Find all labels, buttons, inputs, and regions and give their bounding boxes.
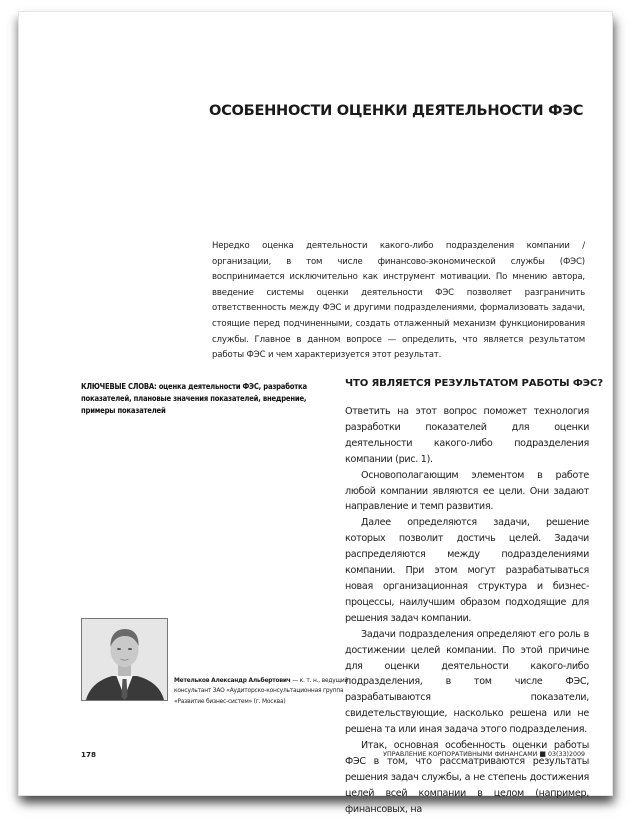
lead-paragraph: Нередко оценка деятельности какого-либо подразделения компании / организации, в том числе финансово-экономической службы (ФЭС) воспринимается исключительно как инструмент мотивации. По мнению автора, введение системы оценки деятельности ФЭС позволяет разграничить ответственность между ФЭС и другими подразделениями, формализовать задачи, стоящие перед подчиненными, создать отлаженный механизм функционирования службы. Главное в данном вопросе — определить, что является результатом работы ФЭС и чем характеризуется этот результат. xyxy=(212,241,585,361)
body-paragraph: Основополагающим элементом в работе любой компании являются ее цели. Они задают направление и темп развития. xyxy=(345,469,589,513)
body-paragraph: Задачи подразделения определяют его роль в достижении целей компании. По этой причине для оценки деятельности какого-либо подразделения, в том числе ФЭС, разрабатываются показатели, свидетельствующие, насколько решена или не решена та или иная задача этого подразделения. xyxy=(345,628,589,736)
journal-issue: 03(33)2009 xyxy=(548,751,585,758)
body-paragraph: Ответить на этот вопрос поможет технология разработки показателей для оценки деятельности какого-либо подразделения компании (рис. 1). xyxy=(345,406,589,465)
journal-name: УПРАВЛЕНИЕ КОРПОРАТИВНЫМИ ФИНАНСАМИ xyxy=(383,751,538,758)
author-info xyxy=(174,676,354,707)
author-details: — к. т. н., ведущий консультант ЗАО «Аудиторско-консультационная группа «Развитие бизнес-систем» (г. Москва) xyxy=(174,678,349,705)
separator-square-icon: ■ xyxy=(539,750,547,758)
section-heading: ЧТО ЯВЛЯЕТСЯ РЕЗУЛЬТАТОМ РАБОТЫ ФЭС? xyxy=(345,378,603,389)
journal-page xyxy=(19,12,612,815)
body-paragraph: Далее определяются задачи, решение которых позволит достичь целей. Задачи распределяются между подразделениями компании. При этом могут разрабатываться новая организационная структура и бизнес-процессы, наилучшим образом подходящие для решения задач компании. xyxy=(345,517,589,624)
journal-footer xyxy=(383,750,585,758)
page-number: 178 xyxy=(81,750,97,759)
article-title: ОСОБЕННОСТИ ОЦЕНКИ ДЕЯТЕЛЬНОСТИ ФЭС xyxy=(209,102,584,119)
body-paragraph: Итак, основная особенность оценки работы ФЭС в том, что рассматриваются результаты решения задач службы, а не степень достижения целей всей компании в целом (например, финансовых, на xyxy=(345,740,589,815)
author-portrait-image xyxy=(82,619,167,700)
author-photo xyxy=(81,618,168,701)
keywords-block: КЛЮЧЕВЫЕ СЛОВА: оценка деятельности ФЭС, разработка показателей, плановые значения показателей, внедрение, примеры показателей xyxy=(81,382,307,416)
author-name: Метельков Александр Альбертович xyxy=(174,678,291,684)
